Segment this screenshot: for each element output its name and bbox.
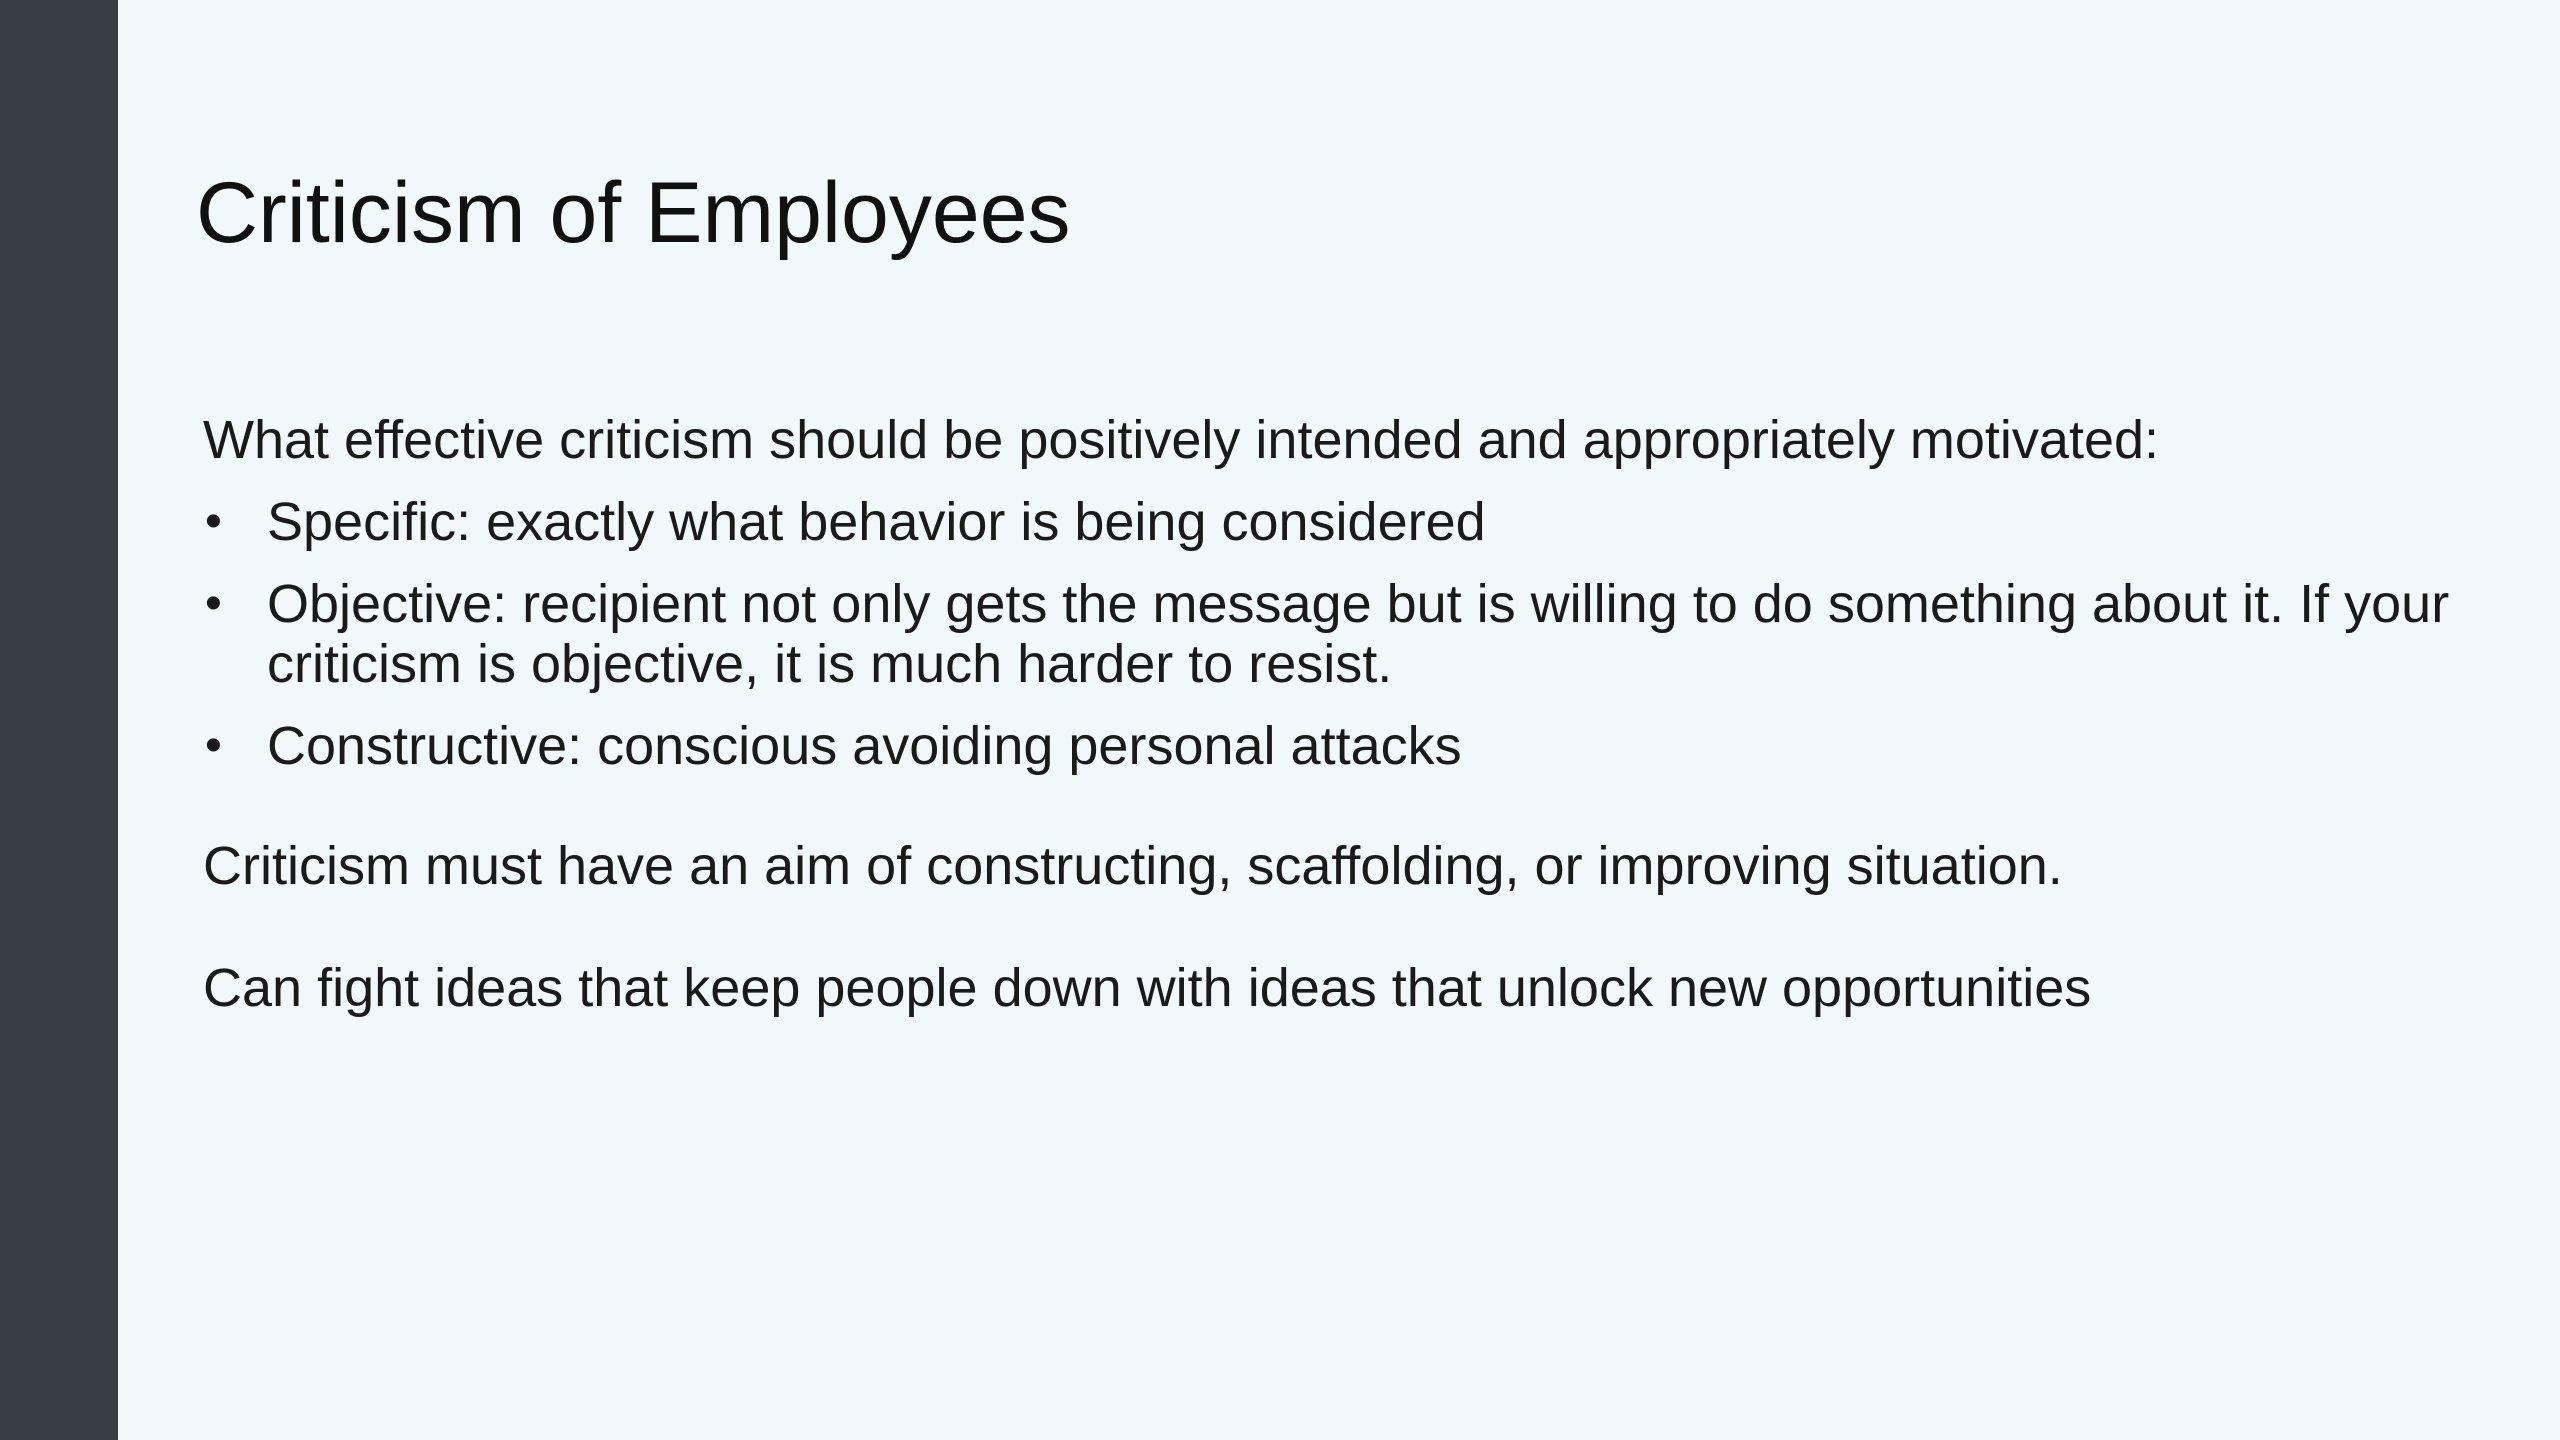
- slide-body: [203, 410, 2463, 1018]
- bullet-item-objective: [203, 574, 2463, 694]
- side-accent-bar: [0, 0, 118, 1440]
- slide-title: Criticism of Employees: [196, 165, 1071, 261]
- bullet-dot-icon: •: [205, 719, 222, 772]
- bullet-dot-icon: •: [205, 577, 222, 630]
- bullet-text: Constructive: conscious avoiding personal attacks: [267, 716, 1462, 776]
- bullet-text: Specific: exactly what behavior is being considered: [267, 492, 1486, 552]
- bullet-text: Objective: recipient not only gets the message but is willing to do something about it. If your criticism is objective, it is much harder to resist.: [267, 574, 2450, 694]
- bullet-item-specific: [203, 492, 2463, 552]
- bullet-item-constructive: [203, 716, 2463, 776]
- bullet-dot-icon: •: [205, 495, 222, 548]
- intro-text: What effective criticism should be positively intended and appropriately motivated:: [203, 410, 2160, 470]
- paragraph-ideas: Can fight ideas that keep people down with ideas that unlock new opportunities: [203, 958, 2092, 1018]
- paragraph-aim: Criticism must have an aim of constructing, scaffolding, or improving situation.: [203, 836, 2063, 896]
- bullet-list: [203, 492, 2463, 776]
